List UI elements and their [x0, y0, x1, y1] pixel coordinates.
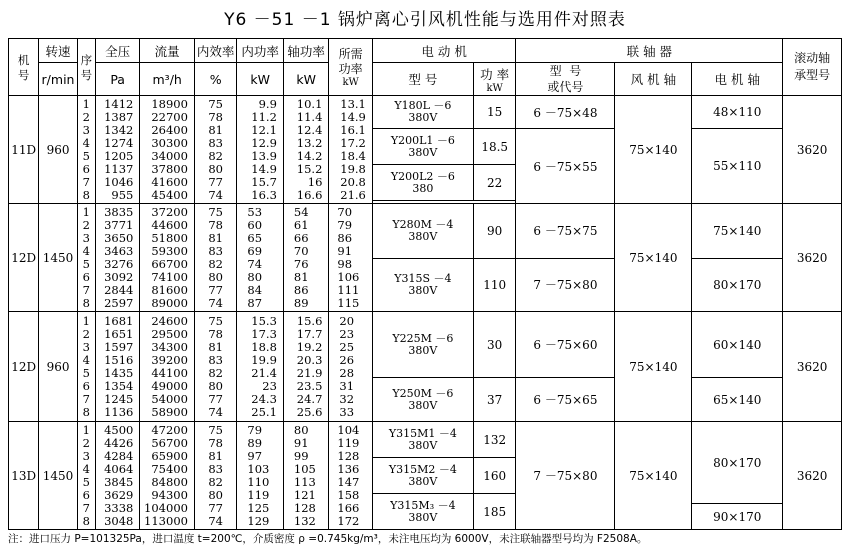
speed: 1450 [39, 422, 77, 530]
shaft-power-list: 80 91 99 105 113 121 128 132 [283, 422, 328, 530]
efficiency-list: 75 78 81 83 82 80 77 74 [194, 312, 236, 422]
coupling-model: 6 －75×75 [516, 204, 615, 259]
header-coupling-model: 型 号 或代号 [516, 63, 615, 96]
header-shaft-power-unit: kW [283, 63, 328, 96]
header-shaft-power: 轴功率 [283, 39, 328, 63]
header-motor-shaft: 电 机 轴 [692, 63, 783, 96]
efficiency-list: 75 78 81 83 82 80 77 74 [194, 204, 236, 312]
flow-list: 18900 22700 26400 30300 34000 37800 41600 45400 [140, 96, 195, 204]
header-seq: 序 号 [77, 39, 95, 96]
motor-model: Y280M －4 380V [372, 204, 473, 259]
header-pressure-unit: Pa [95, 63, 139, 96]
fan-shaft: 75×140 [615, 204, 692, 312]
motor-model: Y225M －6 380V [372, 312, 473, 378]
motor-shaft: 60×140 [692, 312, 783, 378]
header-flow: 流量 [140, 39, 195, 63]
header-motor: 电 动 机 [372, 39, 516, 63]
machine-no: 13D [9, 422, 39, 530]
motor-model: Y180L －6 380V [372, 96, 473, 129]
machine-no: 12D [9, 312, 39, 422]
shaft-power-list: 54 61 66 70 76 81 86 89 [283, 204, 328, 312]
flow-list: 37200 44600 51800 59300 66700 74100 81600 89000 [140, 204, 195, 312]
efficiency-list: 75 78 81 83 82 80 77 74 [194, 422, 236, 530]
required-power-list: 20 23 25 26 28 31 32 33 [329, 312, 372, 422]
motor-power: 160 [473, 458, 515, 494]
inner-power-list: 9.9 11.2 12.1 12.9 13.9 14.9 15.7 16.3 [237, 96, 284, 204]
motor-power: 185 [473, 494, 515, 530]
pressure-list: 1681 1651 1597 1516 1435 1354 1245 1136 [95, 312, 139, 422]
shaft-power-list: 10.1 11.4 12.4 13.2 14.2 15.2 16 16.6 [283, 96, 328, 204]
motor-shaft: 90×170 [692, 504, 783, 530]
motor-power: 132 [473, 422, 515, 458]
motor-shaft: 48×110 [692, 96, 783, 129]
speed: 960 [39, 96, 77, 204]
motor-power: 15 [473, 96, 515, 129]
header-speed: 转速 [39, 39, 77, 63]
header-coupling: 联 轴 器 [516, 39, 783, 63]
header-required-power: 所需 功率 kW [329, 39, 372, 96]
required-power-list: 70 79 86 91 98 106 111 115 [329, 204, 372, 312]
header-inner-power: 内功率 [237, 39, 284, 63]
motor-shaft: 80×170 [692, 258, 783, 312]
bearing-model: 3620 [783, 312, 842, 422]
header-speed-unit: r/min [39, 63, 77, 96]
coupling-model: 6 －75×55 [516, 129, 615, 204]
pressure-list: 4500 4426 4284 4064 3845 3629 3338 3048 [95, 422, 139, 530]
seq-list: 1 2 3 4 5 6 7 8 [77, 422, 95, 530]
motor-power: 90 [473, 204, 515, 259]
motor-shaft: 80×170 [692, 422, 783, 504]
motor-shaft: 55×110 [692, 129, 783, 204]
header-inner-power-unit: kW [237, 63, 284, 96]
coupling-model: 7 －75×80 [516, 422, 615, 530]
fan-shaft: 75×140 [615, 422, 692, 530]
motor-model: Y315S －4 380V [372, 258, 473, 312]
flow-list: 24600 29500 34300 39200 44100 49000 54000 58900 [140, 312, 195, 422]
motor-model: Y250M －6 380V [372, 378, 473, 422]
footnote: 注：进口压力 P=101325Pa，进口温度 t=200℃，介质密度 ρ =0.745kg/m³，未注电压均为 6000V，未注联轴器型号均为 F2508A。 [8, 533, 648, 545]
motor-power: 18.5 [473, 129, 515, 165]
motor-power: 37 [473, 378, 515, 422]
motor-shaft: 75×140 [692, 204, 783, 259]
speed: 960 [39, 312, 77, 422]
header-motor-model: 型 号 [372, 63, 473, 96]
motor-power: 110 [473, 258, 515, 312]
motor-model: Y315M₃ －4 380V [372, 494, 473, 530]
motor-model: Y200L2 －6 380 [372, 165, 473, 201]
header-fan-shaft: 风 机 轴 [615, 63, 692, 96]
inner-power-list: 53 60 65 69 74 80 84 87 [237, 204, 284, 312]
coupling-model: 7 －75×80 [516, 258, 615, 312]
fan-shaft: 75×140 [615, 312, 692, 422]
coupling-model: 6 －75×60 [516, 312, 615, 378]
inner-power-list: 15.3 17.3 18.8 19.9 21.4 23 24.3 25.1 [237, 312, 284, 422]
shaft-power-list: 15.6 17.7 19.2 20.3 21.9 23.5 24.7 25.6 [283, 312, 328, 422]
motor-power: 22 [473, 165, 515, 201]
inner-power-list: 79 89 97 103 110 119 125 129 [237, 422, 284, 530]
required-power-list: 13.1 14.9 16.1 17.2 18.4 19.8 20.8 21.6 [329, 96, 372, 204]
header-pressure: 全压 [95, 39, 139, 63]
header-machine-no: 机 号 [9, 39, 39, 96]
header-efficiency: 内效率 [194, 39, 236, 63]
pressure-list: 1412 1387 1342 1274 1205 1137 1046 955 [95, 96, 139, 204]
seq-list: 1 2 3 4 5 6 7 8 [77, 96, 95, 204]
motor-model: Y200L1 －6 380V [372, 129, 473, 165]
header-efficiency-unit: % [194, 63, 236, 96]
header-motor-power: 功 率 kW [473, 63, 515, 96]
coupling-model: 6 －75×65 [516, 378, 615, 422]
bearing-model: 3620 [783, 96, 842, 204]
bearing-model: 3620 [783, 204, 842, 312]
coupling-model: 6 －75×48 [516, 96, 615, 129]
efficiency-list: 75 78 81 83 82 80 77 74 [194, 96, 236, 204]
motor-shaft: 65×140 [692, 378, 783, 422]
flow-list: 47200 56700 65900 75400 84800 94300 104000 113000 [140, 422, 195, 530]
machine-no: 11D [9, 96, 39, 204]
seq-list: 1 2 3 4 5 6 7 8 [77, 312, 95, 422]
motor-model: Y315M1 －4 380V [372, 422, 473, 458]
motor-power: 30 [473, 312, 515, 378]
table-title: Y6 －51 －1 锅炉离心引风机性能与选用件对照表 [224, 10, 626, 30]
required-power-list: 104 119 128 136 147 158 166 172 [329, 422, 372, 530]
pressure-list: 3835 3771 3650 3463 3276 3092 2844 2597 [95, 204, 139, 312]
motor-model: Y315M2 －4 380V [372, 458, 473, 494]
machine-no: 12D [9, 204, 39, 312]
speed: 1450 [39, 204, 77, 312]
header-flow-unit: m³/h [140, 63, 195, 96]
seq-list: 1 2 3 4 5 6 7 8 [77, 204, 95, 312]
header-bearing: 滚动轴 承型号 [783, 39, 842, 96]
fan-spec-table [8, 38, 842, 530]
bearing-model: 3620 [783, 422, 842, 530]
fan-shaft: 75×140 [615, 96, 692, 204]
